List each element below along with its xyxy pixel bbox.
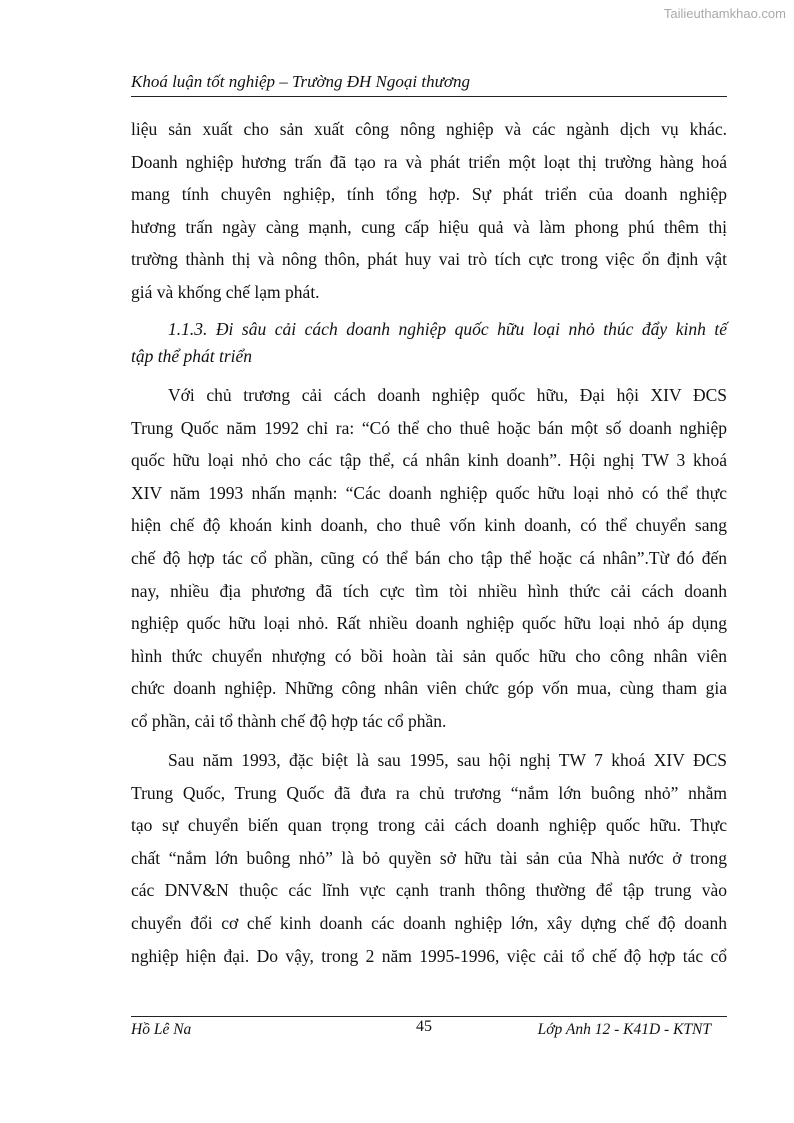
text-line: hình thức chuyển nhượng có bồi hoàn tài sản quốc hữu cho công nhân viên [131, 645, 727, 666]
text-line: mang tính chuyên nghiệp, tính tổng hợp. Sự phát triển của doanh nghiệp [131, 184, 727, 205]
text-line: Doanh nghiệp hương trấn đã tạo ra và phát triển một loạt thị trường hàng hoá [131, 151, 727, 172]
text-line: Trung Quốc năm 1992 chỉ ra: “Có thể cho thuê hoặc bán một số doanh nghiệp [131, 417, 727, 438]
paragraph-1 [131, 113, 727, 309]
text-line: 1.1.3. Đi sâu cải cách doanh nghiệp quốc hữu loại nhỏ thúc đẩy kinh tế [168, 319, 727, 339]
footer-class: Lớp Anh 12 - K41D - KTNT [537, 1021, 711, 1038]
text-line: giá và khống chế lạm phát. [131, 281, 320, 302]
text-line: liệu sản xuất cho sản xuất công nông nghiệp và các ngành dịch vụ khác. [131, 119, 727, 139]
text-line: chức doanh nghiệp. Những công nhân viên chức góp vốn mua, cùng tham gia [131, 678, 727, 699]
paragraph-2 [131, 379, 727, 738]
text-line: hiện chế độ khoán kinh doanh, cho thuê vốn kinh doanh, có thể chuyển sang [131, 515, 727, 536]
text-line: các DNV&N thuộc các lĩnh vực cạnh tranh thông thường để tập trung vào [131, 880, 727, 901]
text-line: trường thành thị và nông thôn, phát huy vai trò tích cực trong việc ổn định vật [131, 249, 727, 270]
text-line: Với chủ trương cải cách doanh nghiệp quốc hữu, Đại hội XIV ĐCS [168, 385, 727, 405]
text-line: nghiệp quốc hữu loại nhỏ. Rất nhiều doanh nghiệp quốc hữu loại nhỏ áp dụng [131, 613, 727, 634]
text-line: cổ phần, cải tổ thành chế độ hợp tác cổ phần. [131, 710, 447, 731]
text-line: tập thể phát triển [131, 346, 253, 366]
text-line: XIV năm 1993 nhấn mạnh: “Các doanh nghiệp quốc hữu loại nhỏ có thể thực [131, 482, 727, 503]
section-heading [131, 316, 727, 370]
text-line: chuyển đổi cơ chế kinh doanh các doanh nghiệp lớn, xây dựng chế độ doanh [131, 912, 727, 933]
footer [131, 1016, 727, 1043]
watermark: Tailieuthamkhao.com [663, 6, 786, 21]
footer-author: Hồ Lê Na [131, 1021, 192, 1038]
text-line: Sau năm 1993, đặc biệt là sau 1995, sau hội nghị TW 7 khoá XIV ĐCS [168, 750, 727, 770]
page-number: 45 [416, 1018, 432, 1035]
running-header: Khoá luận tốt nghiệp – Trường ĐH Ngoại thương [131, 72, 727, 97]
text-line: tạo sự chuyển biến quan trọng trong cải cách doanh nghiệp quốc hữu. Thực [131, 815, 727, 836]
text-line: chế độ hợp tác cổ phần, cũng có thể bán cho tập thể hoặc cá nhân”.Từ đó đến [131, 547, 727, 568]
text-line: nghiệp hiện đại. Do vậy, trong 2 năm 1995-1996, việc cải tổ chế độ hợp tác cổ [131, 945, 727, 966]
text-line: Trung Quốc, Trung Quốc đã đưa ra chủ trương “nắm lớn buông nhỏ” nhằm [131, 782, 727, 803]
text-line: chất “nắm lớn buông nhỏ” là bỏ quyền sở hữu tài sản của Nhà nước ở trong [131, 847, 727, 868]
text-line: hương trấn ngày càng mạnh, cung cấp hiệu quả và làm phong phú thêm thị [131, 216, 727, 237]
paragraph-3 [131, 744, 727, 972]
text-line: nay, nhiều địa phương đã tích cực tìm tòi nhiều hình thức cải cách doanh [131, 580, 727, 601]
text-line: quốc hữu loại nhỏ cho các tập thể, cá nhân kinh doanh”. Hội nghị TW 3 khoá [131, 450, 727, 471]
